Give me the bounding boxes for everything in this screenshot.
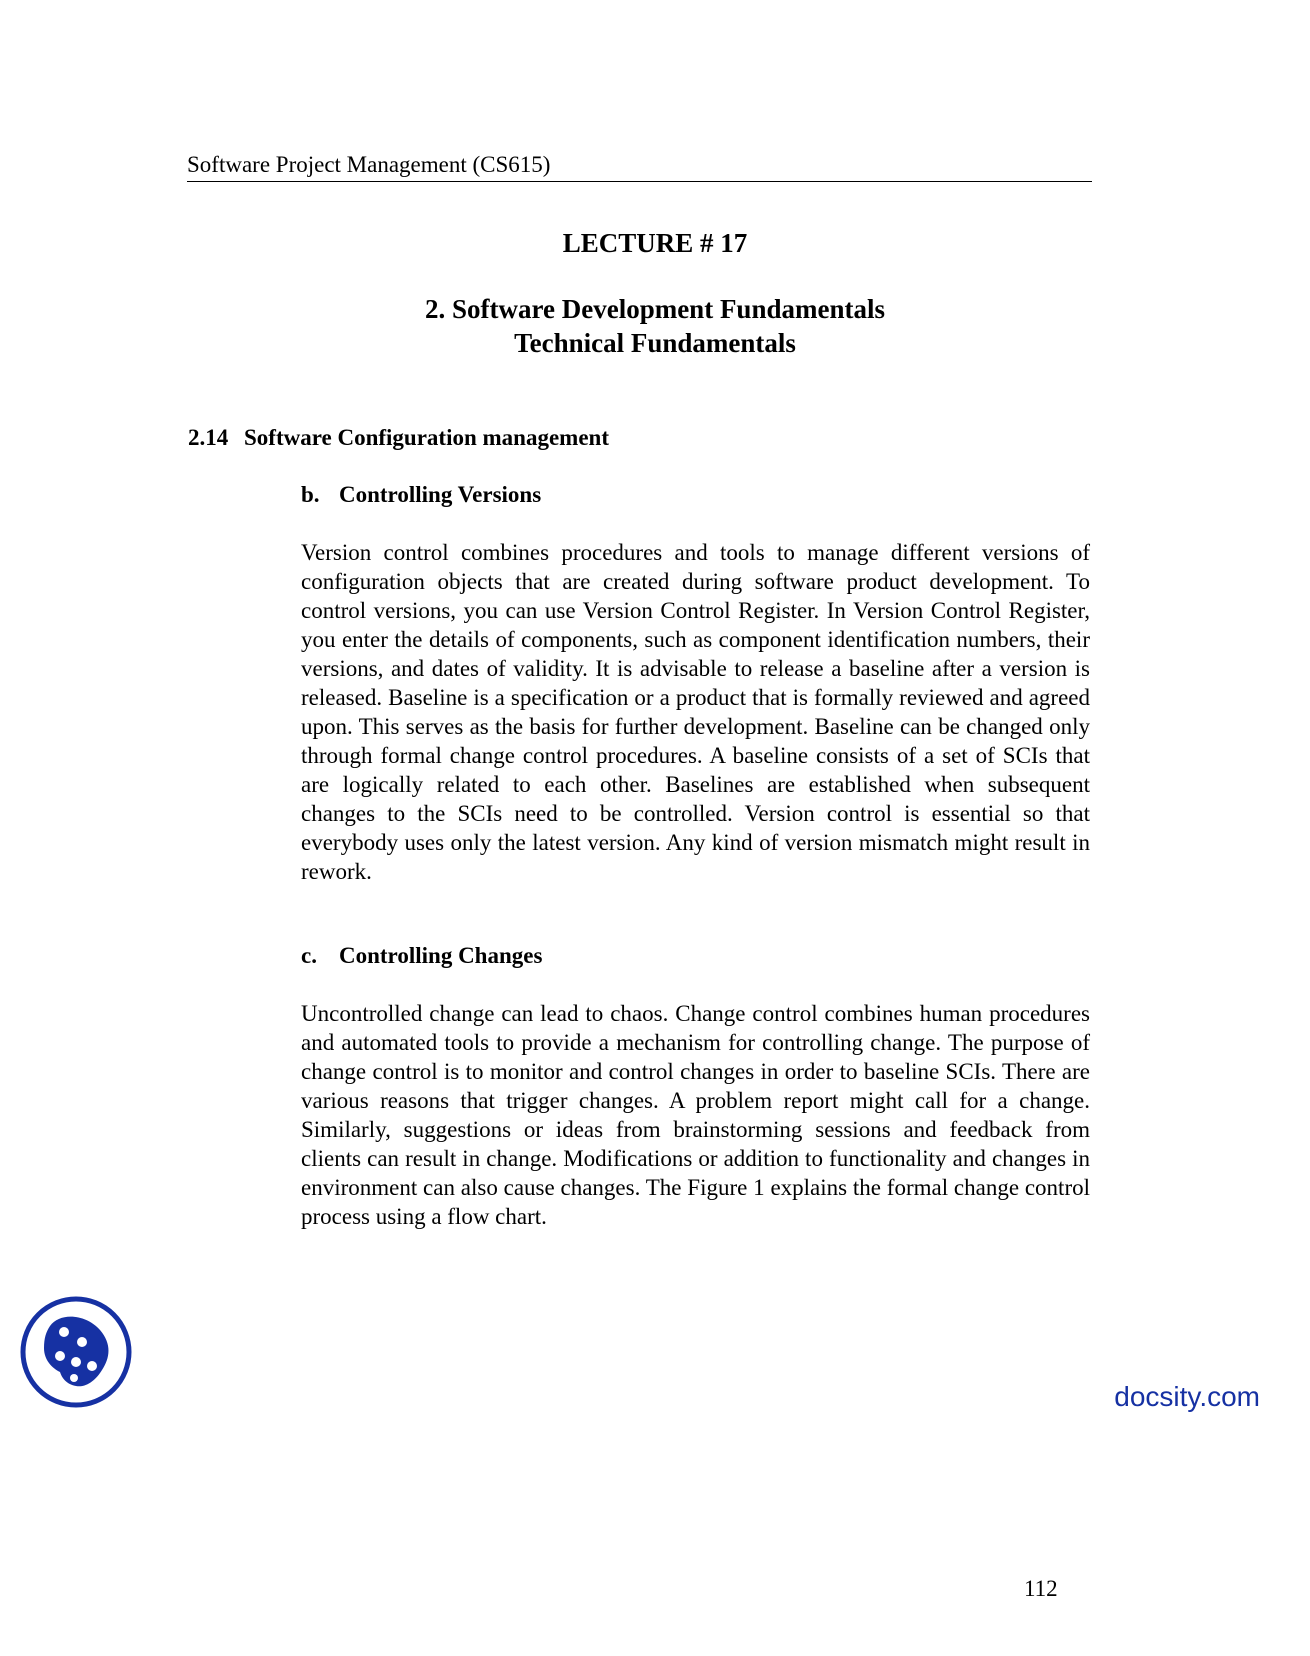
section-title: Software Configuration management (244, 425, 609, 450)
lecture-title: LECTURE # 17 (562, 228, 748, 258)
paragraph-controlling-changes: Uncontrolled change can lead to chaos. Change control combines human procedures and automated tools to provide a mechanism for controlling change. The purpose of change control is to monitor and control changes in order to baseline SCIs. There are various reasons that trigger changes. A problem report might call for a change. Similarly, suggestions or ideas from brainstorming sessions and feedback from clients can result in change. Modifications or addition to functionality and changes in environment can also cause changes. The Figure 1 explains the formal change control process using a flow chart. (301, 1001, 1090, 1229)
subsection-heading-controlling-changes (301, 941, 542, 971)
page-number: 112 (1024, 1576, 1058, 1601)
section-number: 2.14 (188, 425, 229, 450)
subsection-letter: c. (301, 943, 317, 968)
running-header: Software Project Management (CS615) (187, 150, 1092, 182)
section-heading (188, 423, 609, 453)
subsection-heading-controlling-versions (301, 480, 541, 510)
docsity-brand-link[interactable]: docsity.com (1114, 1381, 1260, 1412)
paragraph-controlling-versions: Version control combines procedures and tools to manage different versions of configuration objects that are created during software product development. To control versions, you can use Version Control Register. In Version Control Register, you enter the details of components, such as component identification numbers, their versions, and dates of validity. It is advisable to release a baseline after a version is released. Baseline is a specification or a product that is formally reviewed and agreed upon. This serves as the basis for further development. Baseline can be changed only through formal change control procedures. A baseline consists of a set of SCIs that are logically related to each other. Baselines are established when subsequent changes to the SCIs need to be controlled. Version control is essential so that everybody uses only the latest version. Any kind of version mismatch might result in rework. (301, 540, 1090, 884)
subsection-title: Controlling Changes (339, 943, 543, 968)
chapter-title: 2. Software Development Fundamentals (425, 294, 885, 324)
chapter-subtitle: Technical Fundamentals (514, 328, 796, 358)
docsity-logo-icon[interactable] (20, 1296, 132, 1408)
subsection-letter: b. (301, 482, 320, 507)
subsection-title: Controlling Versions (339, 482, 542, 507)
